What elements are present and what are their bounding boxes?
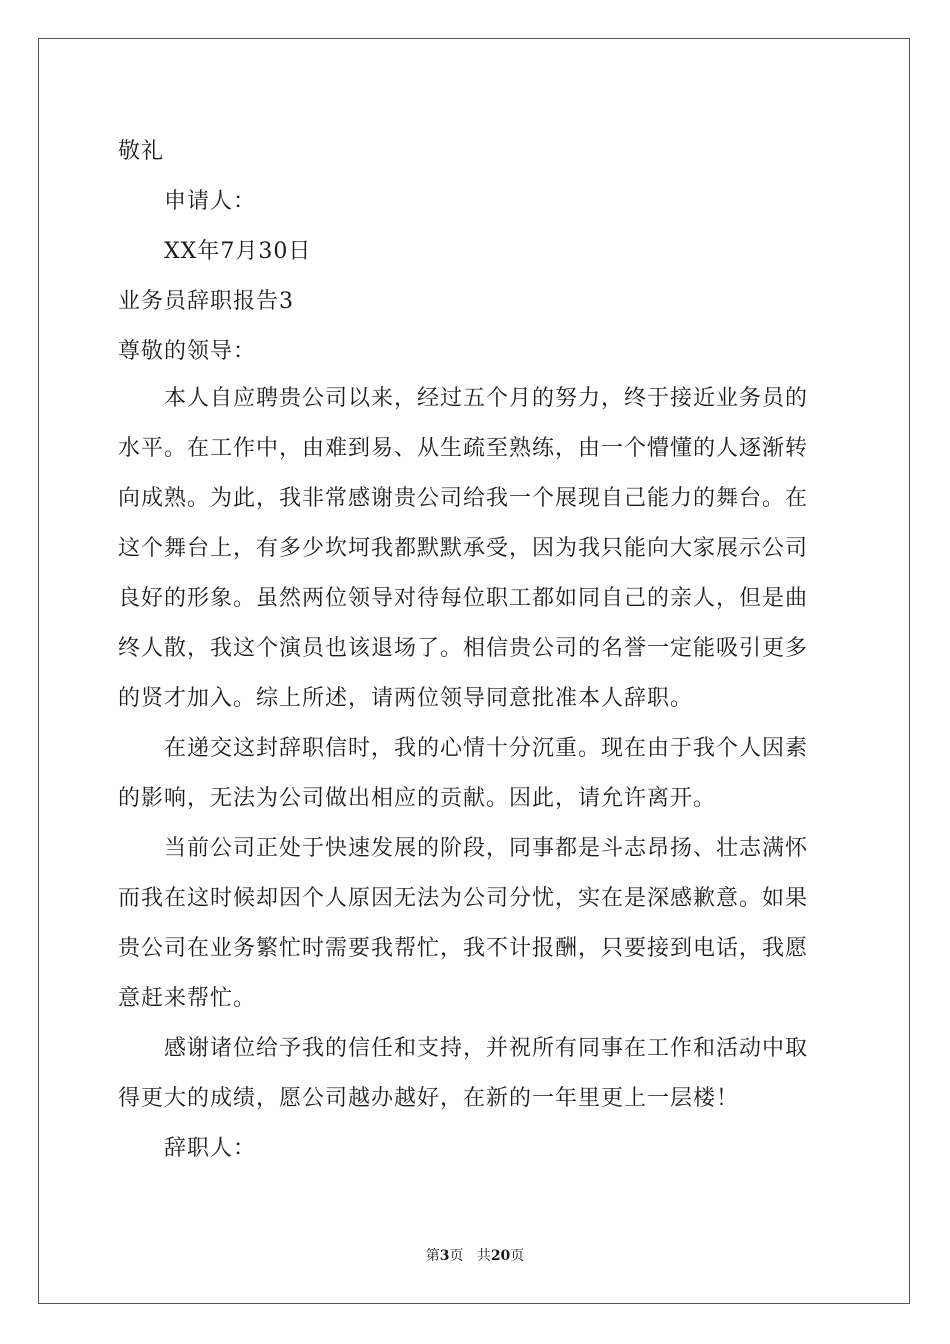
- body-line-8: 在递交这封辞职信时，我的心情十分沉重。现在由于我个人因素: [164, 736, 809, 761]
- body-line-10: 当前公司正处于快速发展的阶段，同事都是斗志昂扬、壮志满怀: [164, 836, 809, 861]
- greeting: 尊敬的领导：: [118, 339, 257, 364]
- body-line-12: 贵公司在业务繁忙时需要我帮忙，我不计报酬，只要接到电话，我愿: [118, 936, 809, 961]
- body-line-15: 得更大的成绩，愿公司越办越好，在新的一年里更上一层楼！: [118, 1086, 740, 1111]
- section-title: 业务员辞职报告3: [118, 289, 294, 314]
- footer-total-suffix: 页: [510, 1248, 525, 1264]
- body-line-6: 终人散，我这个演员也该退场了。相信贵公司的名誉一定能吸引更多: [118, 636, 809, 661]
- footer-total-pages: 20: [490, 1248, 511, 1264]
- body-line-7: 的贤才加入。综上所述，请两位领导同意批准本人辞职。: [118, 686, 694, 711]
- footer-page-suffix: 页: [449, 1248, 464, 1264]
- body-line-13: 意赶来帮忙。: [118, 986, 257, 1011]
- body-line-5: 良好的形象。虽然两位领导对待每位职工都如同自己的亲人，但是曲: [118, 586, 809, 611]
- signature-label: 辞职人：: [164, 1136, 257, 1161]
- letter-date: XX年7月30日: [164, 239, 312, 264]
- page-border: [38, 38, 910, 1304]
- body-line-14: 感谢诸位给予我的信任和支持，并祝所有同事在工作和活动中取: [164, 1036, 809, 1061]
- body-line-9: 的影响，无法为公司做出相应的贡献。因此，请允许离开。: [118, 786, 717, 811]
- page-footer: [0, 1247, 950, 1265]
- closing-salutation: 敬礼: [118, 139, 165, 164]
- footer-page-number: 3: [439, 1248, 450, 1264]
- body-line-2: 水平。在工作中，由难到易、从生疏至熟练，由一个懵懂的人逐渐转: [118, 436, 809, 461]
- body-line-11: 而我在这时候却因个人原因无法为公司分忧，实在是深感歉意。如果: [118, 886, 809, 911]
- body-line-1: 本人自应聘贵公司以来，经过五个月的努力，终于接近业务员的: [164, 386, 809, 411]
- body-line-4: 这个舞台上，有多少坎坷我都默默承受，因为我只能向大家展示公司: [118, 536, 809, 561]
- applicant-label: 申请人：: [164, 189, 257, 214]
- footer-page-prefix: 第: [425, 1248, 440, 1264]
- footer-total-prefix: 共: [476, 1248, 491, 1264]
- body-line-3: 向成熟。为此，我非常感谢贵公司给我一个展现自己能力的舞台。在: [118, 486, 809, 511]
